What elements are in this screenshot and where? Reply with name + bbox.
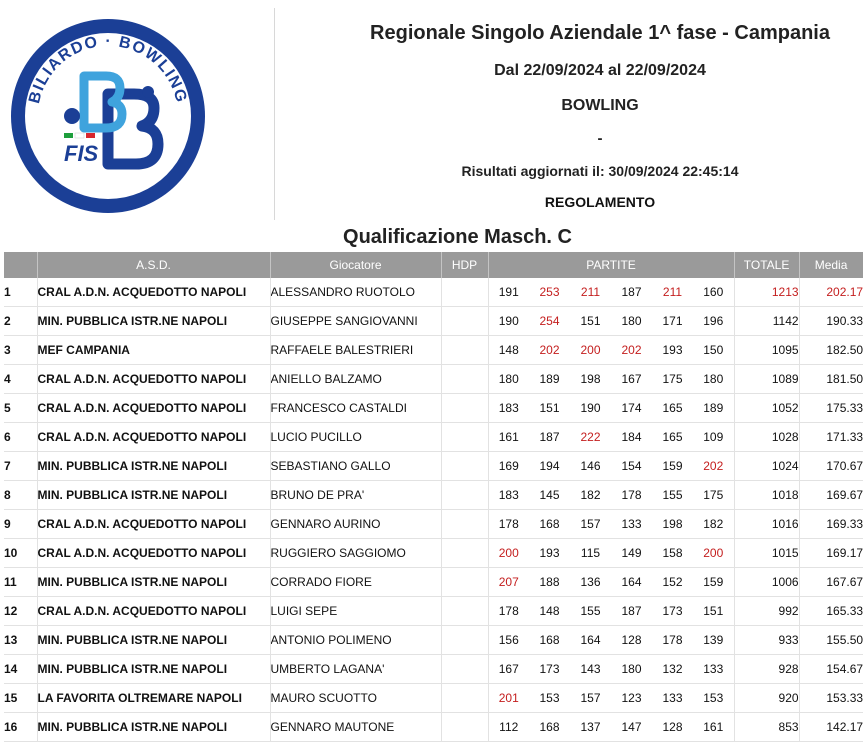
average-cell: 202.17 xyxy=(799,278,863,307)
header-avg: Media xyxy=(799,252,863,278)
total-cell: 992 xyxy=(734,597,799,626)
game-score-cell: 253 xyxy=(529,278,570,307)
player-cell: GENNARO MAUTONE xyxy=(270,713,441,742)
total-cell: 853 xyxy=(734,713,799,742)
player-cell: GIUSEPPE SANGIOVANNI xyxy=(270,307,441,336)
rank-cell: 8 xyxy=(4,481,37,510)
game-score-cell: 187 xyxy=(529,423,570,452)
game-score-cell: 167 xyxy=(611,365,652,394)
game-score-cell: 160 xyxy=(693,278,734,307)
game-score-cell: 152 xyxy=(652,568,693,597)
game-score-cell: 175 xyxy=(652,365,693,394)
hdp-cell xyxy=(441,626,488,655)
player-cell: LUCIO PUCILLO xyxy=(270,423,441,452)
table-row xyxy=(4,597,863,626)
player-cell: LUIGI SEPE xyxy=(270,597,441,626)
regolamento-link[interactable]: REGOLAMENTO xyxy=(544,194,656,210)
hdp-cell xyxy=(441,713,488,742)
game-score-cell: 159 xyxy=(693,568,734,597)
game-score-cell: 133 xyxy=(693,655,734,684)
asd-cell: CRAL A.D.N. ACQUEDOTTO NAPOLI xyxy=(37,394,270,423)
game-score-cell: 180 xyxy=(693,365,734,394)
game-score-cell: 189 xyxy=(529,365,570,394)
game-score-cell: 137 xyxy=(570,713,611,742)
hdp-cell xyxy=(441,684,488,713)
table-row xyxy=(4,394,863,423)
game-score-cell: 187 xyxy=(611,597,652,626)
rank-cell: 16 xyxy=(4,713,37,742)
hdp-cell xyxy=(441,510,488,539)
rank-cell: 14 xyxy=(4,655,37,684)
game-score-cell: 153 xyxy=(529,684,570,713)
game-score-cell: 180 xyxy=(611,655,652,684)
header-player: Giocatore xyxy=(270,252,441,278)
asd-cell: CRAL A.D.N. ACQUEDOTTO NAPOLI xyxy=(37,510,270,539)
game-score-cell: 139 xyxy=(693,626,734,655)
total-cell: 1006 xyxy=(734,568,799,597)
rank-cell: 5 xyxy=(4,394,37,423)
game-score-cell: 183 xyxy=(488,394,529,423)
game-score-cell: 198 xyxy=(652,510,693,539)
event-dash: - xyxy=(597,130,603,147)
game-score-cell: 201 xyxy=(488,684,529,713)
hdp-cell xyxy=(441,597,488,626)
results-table xyxy=(4,252,863,742)
player-cell: SEBASTIANO GALLO xyxy=(270,452,441,481)
hdp-cell xyxy=(441,452,488,481)
game-score-cell: 200 xyxy=(570,336,611,365)
asd-cell: MIN. PUBBLICA ISTR.NE NAPOLI xyxy=(37,568,270,597)
player-cell: MAURO SCUOTTO xyxy=(270,684,441,713)
table-row xyxy=(4,365,863,394)
game-score-cell: 159 xyxy=(652,452,693,481)
game-score-cell: 168 xyxy=(529,713,570,742)
player-cell: FRANCESCO CASTALDI xyxy=(270,394,441,423)
hdp-cell xyxy=(441,539,488,568)
player-cell: ANIELLO BALZAMO xyxy=(270,365,441,394)
average-cell: 165.33 xyxy=(799,597,863,626)
asd-cell: CRAL A.D.N. ACQUEDOTTO NAPOLI xyxy=(37,423,270,452)
total-cell: 1016 xyxy=(734,510,799,539)
average-cell: 170.67 xyxy=(799,452,863,481)
rank-cell: 9 xyxy=(4,510,37,539)
game-score-cell: 182 xyxy=(570,481,611,510)
total-cell: 1142 xyxy=(734,307,799,336)
header-divider xyxy=(274,8,275,220)
average-cell: 155.50 xyxy=(799,626,863,655)
table-row xyxy=(4,626,863,655)
total-cell: 1089 xyxy=(734,365,799,394)
asd-cell: MIN. PUBBLICA ISTR.NE NAPOLI xyxy=(37,307,270,336)
hdp-cell xyxy=(441,568,488,597)
fis-logo xyxy=(8,16,208,216)
game-score-cell: 161 xyxy=(693,713,734,742)
game-score-cell: 147 xyxy=(611,713,652,742)
game-score-cell: 182 xyxy=(693,510,734,539)
game-score-cell: 168 xyxy=(529,510,570,539)
average-cell: 182.50 xyxy=(799,336,863,365)
average-cell: 175.33 xyxy=(799,394,863,423)
header-asd: A.S.D. xyxy=(37,252,270,278)
hdp-cell xyxy=(441,394,488,423)
game-score-cell: 132 xyxy=(652,655,693,684)
game-score-cell: 193 xyxy=(652,336,693,365)
average-cell: 169.17 xyxy=(799,539,863,568)
game-score-cell: 196 xyxy=(693,307,734,336)
game-score-cell: 191 xyxy=(488,278,529,307)
average-cell: 169.33 xyxy=(799,510,863,539)
game-score-cell: 128 xyxy=(611,626,652,655)
game-score-cell: 178 xyxy=(611,481,652,510)
total-cell: 1095 xyxy=(734,336,799,365)
game-score-cell: 175 xyxy=(693,481,734,510)
total-cell: 928 xyxy=(734,655,799,684)
game-score-cell: 173 xyxy=(529,655,570,684)
rank-cell: 15 xyxy=(4,684,37,713)
game-score-cell: 151 xyxy=(693,597,734,626)
table-row xyxy=(4,539,863,568)
fis-logo-emblem xyxy=(8,16,208,216)
game-score-cell: 143 xyxy=(570,655,611,684)
header-total: TOTALE xyxy=(734,252,799,278)
game-score-cell: 178 xyxy=(652,626,693,655)
game-score-cell: 154 xyxy=(611,452,652,481)
game-score-cell: 133 xyxy=(611,510,652,539)
asd-cell: MIN. PUBBLICA ISTR.NE NAPOLI xyxy=(37,452,270,481)
game-score-cell: 115 xyxy=(570,539,611,568)
table-row xyxy=(4,684,863,713)
asd-cell: MIN. PUBBLICA ISTR.NE NAPOLI xyxy=(37,626,270,655)
logo-ring-text: BILIARDO · BOWLING xyxy=(26,32,190,106)
game-score-cell: 148 xyxy=(488,336,529,365)
table-row xyxy=(4,568,863,597)
game-score-cell: 155 xyxy=(652,481,693,510)
asd-cell: MIN. PUBBLICA ISTR.NE NAPOLI xyxy=(37,655,270,684)
game-score-cell: 136 xyxy=(570,568,611,597)
table-header-row xyxy=(4,252,863,278)
game-score-cell: 146 xyxy=(570,452,611,481)
game-score-cell: 200 xyxy=(488,539,529,568)
table-row xyxy=(4,655,863,684)
average-cell: 190.33 xyxy=(799,307,863,336)
total-cell: 1018 xyxy=(734,481,799,510)
game-score-cell: 153 xyxy=(693,684,734,713)
game-score-cell: 183 xyxy=(488,481,529,510)
rank-cell: 10 xyxy=(4,539,37,568)
table-row xyxy=(4,278,863,307)
game-score-cell: 193 xyxy=(529,539,570,568)
game-score-cell: 155 xyxy=(570,597,611,626)
game-score-cell: 178 xyxy=(488,510,529,539)
asd-cell: MEF CAMPANIA xyxy=(37,336,270,365)
game-score-cell: 157 xyxy=(570,684,611,713)
game-score-cell: 254 xyxy=(529,307,570,336)
hdp-cell xyxy=(441,336,488,365)
total-cell: 920 xyxy=(734,684,799,713)
hdp-cell xyxy=(441,278,488,307)
average-cell: 153.33 xyxy=(799,684,863,713)
header-games: PARTITE xyxy=(488,252,734,278)
asd-cell: MIN. PUBBLICA ISTR.NE NAPOLI xyxy=(37,713,270,742)
hdp-cell xyxy=(441,481,488,510)
player-cell: RAFFAELE BALESTRIERI xyxy=(270,336,441,365)
game-score-cell: 187 xyxy=(611,278,652,307)
game-score-cell: 202 xyxy=(693,452,734,481)
rank-cell: 1 xyxy=(4,278,37,307)
game-score-cell: 202 xyxy=(529,336,570,365)
table-row xyxy=(4,307,863,336)
table-row xyxy=(4,481,863,510)
game-score-cell: 169 xyxy=(488,452,529,481)
game-score-cell: 211 xyxy=(652,278,693,307)
game-score-cell: 161 xyxy=(488,423,529,452)
total-cell: 933 xyxy=(734,626,799,655)
total-cell: 1028 xyxy=(734,423,799,452)
player-cell: CORRADO FIORE xyxy=(270,568,441,597)
game-score-cell: 109 xyxy=(693,423,734,452)
game-score-cell: 200 xyxy=(693,539,734,568)
game-score-cell: 151 xyxy=(529,394,570,423)
player-cell: ANTONIO POLIMENO xyxy=(270,626,441,655)
rank-cell: 7 xyxy=(4,452,37,481)
game-score-cell: 133 xyxy=(652,684,693,713)
asd-cell: CRAL A.D.N. ACQUEDOTTO NAPOLI xyxy=(37,597,270,626)
game-score-cell: 112 xyxy=(488,713,529,742)
rank-cell: 13 xyxy=(4,626,37,655)
game-score-cell: 165 xyxy=(652,423,693,452)
event-dates: Dal 22/09/2024 al 22/09/2024 xyxy=(494,62,706,79)
results-updated: Risultati aggiornati il: 30/09/2024 22:45:14 xyxy=(461,163,739,179)
game-score-cell: 180 xyxy=(488,365,529,394)
player-cell: UMBERTO LAGANA' xyxy=(270,655,441,684)
game-score-cell: 222 xyxy=(570,423,611,452)
game-score-cell: 190 xyxy=(488,307,529,336)
rank-cell: 6 xyxy=(4,423,37,452)
hdp-cell xyxy=(441,423,488,452)
logo-mark-text: FIS xyxy=(64,141,99,166)
hdp-cell xyxy=(441,307,488,336)
asd-cell: LA FAVORITA OLTREMARE NAPOLI xyxy=(37,684,270,713)
game-score-cell: 194 xyxy=(529,452,570,481)
game-score-cell: 189 xyxy=(693,394,734,423)
rank-cell: 2 xyxy=(4,307,37,336)
game-score-cell: 184 xyxy=(611,423,652,452)
average-cell: 167.67 xyxy=(799,568,863,597)
game-score-cell: 148 xyxy=(529,597,570,626)
game-score-cell: 164 xyxy=(611,568,652,597)
game-score-cell: 168 xyxy=(529,626,570,655)
table-row xyxy=(4,423,863,452)
game-score-cell: 151 xyxy=(570,307,611,336)
rank-cell: 11 xyxy=(4,568,37,597)
rank-cell: 4 xyxy=(4,365,37,394)
game-score-cell: 211 xyxy=(570,278,611,307)
game-score-cell: 198 xyxy=(570,365,611,394)
game-score-cell: 207 xyxy=(488,568,529,597)
game-score-cell: 178 xyxy=(488,597,529,626)
player-cell: RUGGIERO SAGGIOMO xyxy=(270,539,441,568)
game-score-cell: 173 xyxy=(652,597,693,626)
game-score-cell: 171 xyxy=(652,307,693,336)
game-score-cell: 149 xyxy=(611,539,652,568)
header-hdp: HDP xyxy=(441,252,488,278)
asd-cell: CRAL A.D.N. ACQUEDOTTO NAPOLI xyxy=(37,539,270,568)
results-body xyxy=(4,278,863,742)
player-cell: GENNARO AURINO xyxy=(270,510,441,539)
game-score-cell: 156 xyxy=(488,626,529,655)
total-cell: 1052 xyxy=(734,394,799,423)
table-row xyxy=(4,713,863,742)
event-sport: BOWLING xyxy=(561,97,639,114)
player-cell: BRUNO DE PRA' xyxy=(270,481,441,510)
game-score-cell: 167 xyxy=(488,655,529,684)
hdp-cell xyxy=(441,365,488,394)
game-score-cell: 123 xyxy=(611,684,652,713)
hdp-cell xyxy=(441,655,488,684)
game-score-cell: 150 xyxy=(693,336,734,365)
player-cell: ALESSANDRO RUOTOLO xyxy=(270,278,441,307)
average-cell: 181.50 xyxy=(799,365,863,394)
game-score-cell: 188 xyxy=(529,568,570,597)
asd-cell: CRAL A.D.N. ACQUEDOTTO NAPOLI xyxy=(37,278,270,307)
table-row xyxy=(4,336,863,365)
rank-cell: 3 xyxy=(4,336,37,365)
game-score-cell: 165 xyxy=(652,394,693,423)
average-cell: 154.67 xyxy=(799,655,863,684)
game-score-cell: 145 xyxy=(529,481,570,510)
game-score-cell: 202 xyxy=(611,336,652,365)
average-cell: 169.67 xyxy=(799,481,863,510)
total-cell: 1024 xyxy=(734,452,799,481)
average-cell: 142.17 xyxy=(799,713,863,742)
game-score-cell: 164 xyxy=(570,626,611,655)
rank-cell: 12 xyxy=(4,597,37,626)
asd-cell: MIN. PUBBLICA ISTR.NE NAPOLI xyxy=(37,481,270,510)
average-cell: 171.33 xyxy=(799,423,863,452)
header-rank xyxy=(4,252,37,278)
total-cell: 1213 xyxy=(734,278,799,307)
game-score-cell: 128 xyxy=(652,713,693,742)
total-cell: 1015 xyxy=(734,539,799,568)
game-score-cell: 174 xyxy=(611,394,652,423)
game-score-cell: 180 xyxy=(611,307,652,336)
event-title: Regionale Singolo Aziendale 1^ fase - Campania xyxy=(370,22,830,44)
table-row xyxy=(4,452,863,481)
game-score-cell: 157 xyxy=(570,510,611,539)
game-score-cell: 158 xyxy=(652,539,693,568)
asd-cell: CRAL A.D.N. ACQUEDOTTO NAPOLI xyxy=(37,365,270,394)
table-row xyxy=(4,510,863,539)
game-score-cell: 190 xyxy=(570,394,611,423)
section-title: Qualificazione Masch. C xyxy=(343,226,572,248)
